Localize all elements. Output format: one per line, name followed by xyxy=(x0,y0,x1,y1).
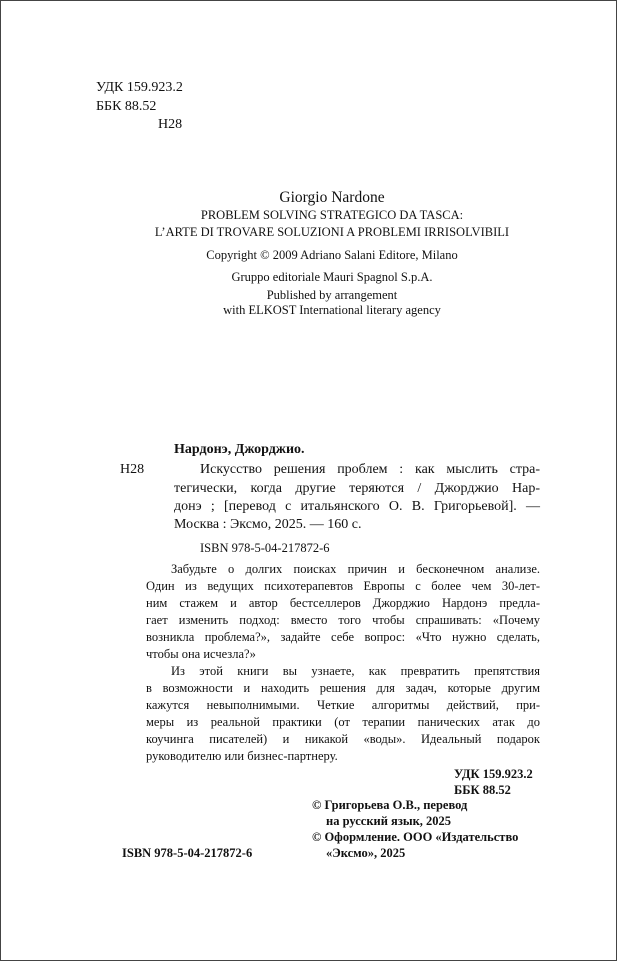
udk-code: УДК 159.923.2 xyxy=(96,80,183,95)
blurb-line: в возможности и находить решения для задач, которые другим xyxy=(146,681,540,695)
udk-code: УДК 159.923.2 xyxy=(454,767,533,781)
bbk-code: ББК 88.52 xyxy=(454,783,511,797)
bbk-code: ББК 88.52 xyxy=(96,99,157,114)
catalog-heading: Нардонэ, Джорджио. xyxy=(174,442,305,457)
arrangement-line: with ELKOST International literary agency xyxy=(223,303,441,317)
blurb-line: коучинга писателей) и никакой «воды». Идеальный подарок xyxy=(146,732,540,746)
blurb-line: кажутся невыполнимыми. Четкие алгоритмы действий, при- xyxy=(146,698,540,712)
original-title-line: L’ARTE DI TROVARE SOLUZIONI A PROBLEMI IRRISOLVIBILI xyxy=(154,225,510,239)
blurb-line: ним стажем и автор бестселлеров Джорджио Нардонэ предла- xyxy=(146,596,540,610)
blurb-line: руководителю или бизнес-партнеру. xyxy=(146,749,338,763)
rights-line: © Оформление. ООО «Издательство xyxy=(312,830,519,844)
blurb-line: меры из реальной практики (от терапии панических атак до xyxy=(146,715,540,729)
rights-line: © Григорьева О.В., перевод xyxy=(312,798,468,812)
footer-isbn: ISBN 978-5-04-217872-6 xyxy=(122,846,253,860)
blurb-line: Один из ведущих психотерапевтов Европы с более чем 30-лет- xyxy=(146,579,540,593)
catalog-isbn: ISBN 978-5-04-217872-6 xyxy=(200,541,330,555)
rights-line: на русский язык, 2025 xyxy=(326,814,452,828)
catalog-line: донэ ; [перевод с итальянского О. В. Григорьевой]. — xyxy=(174,499,540,514)
catalog-mark: Н28 xyxy=(120,462,145,477)
author-mark: Н28 xyxy=(158,117,183,132)
blurb-line: чтобы она исчезла?» xyxy=(146,647,256,661)
publisher-group: Gruppo editoriale Mauri Spagnol S.p.A. xyxy=(231,270,433,284)
blurb-line: Забудьте о долгих поисках причин и бесконечном анализе. xyxy=(171,562,540,576)
catalog-line: Москва : Эксмо, 2025. — 160 с. xyxy=(174,517,362,532)
rights-line: «Эксмо», 2025 xyxy=(326,846,406,860)
arrangement-line: Published by arrangement xyxy=(266,288,398,302)
catalog-line: Искусство решения проблем : как мыслить стра- xyxy=(200,462,540,477)
blurb-line: Из этой книги вы узнаете, как превратить препятствия xyxy=(171,664,540,678)
blurb-line: возникла проблема?», задайте себе вопрос: «Что нужно сделать, xyxy=(146,630,540,644)
copyright-line: Copyright © 2009 Adriano Salani Editore, Milano xyxy=(206,248,458,262)
catalog-line: тегически, когда другие теряются / Джорджио Нар- xyxy=(174,481,540,496)
original-title-line: PROBLEM SOLVING STRATEGICO DA TASCA: xyxy=(200,208,464,222)
original-author: Giorgio Nardone xyxy=(279,189,385,206)
blurb-line: гает изменить подход: вместо того чтобы спрашивать: «Почему xyxy=(146,613,540,627)
